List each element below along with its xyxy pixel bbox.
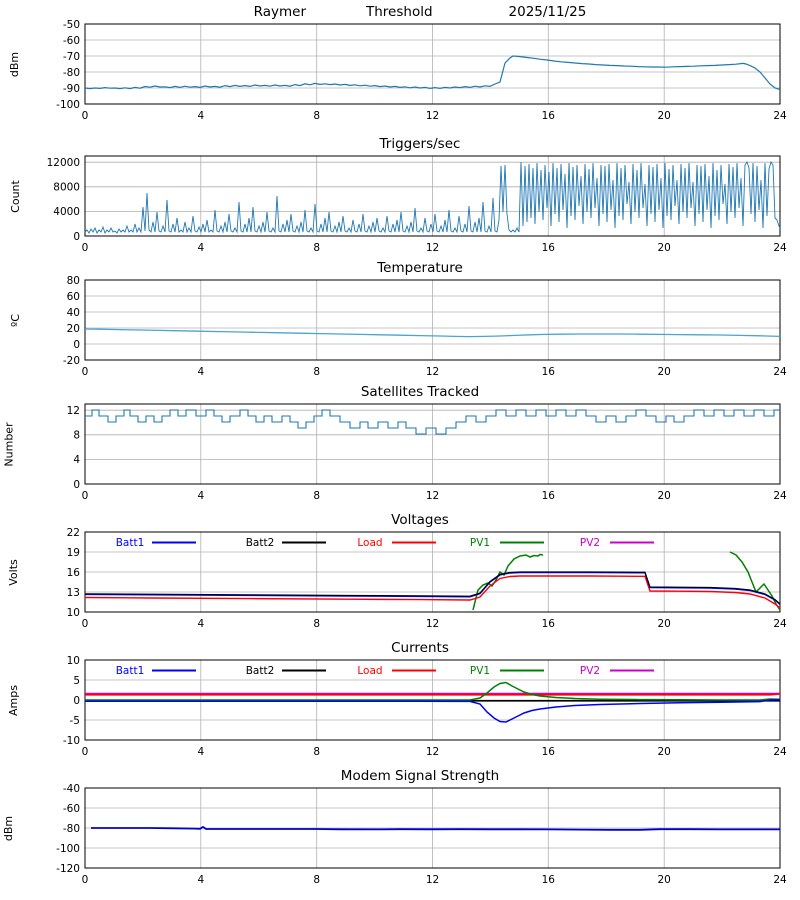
svg-text:-100: -100 — [56, 843, 80, 855]
panel-threshold — [0, 4, 800, 130]
title-modem-text: Modem Signal Strength — [340, 768, 500, 784]
svg-text:12: 12 — [425, 366, 440, 378]
svg-text:PV1: PV1 — [469, 537, 491, 549]
ylabel-modem — [0, 778, 18, 878]
svg-text:12: 12 — [66, 405, 80, 417]
svg-text:0: 0 — [81, 366, 89, 378]
svg-text:20: 20 — [657, 490, 671, 502]
svg-text:0: 0 — [81, 490, 89, 502]
svg-text:12: 12 — [425, 110, 440, 122]
svg-text:20: 20 — [66, 323, 80, 335]
svg-text:8: 8 — [313, 110, 321, 122]
plot-threshold — [0, 20, 800, 124]
svg-text:8: 8 — [313, 366, 321, 378]
voltages-legend — [116, 537, 654, 549]
ylabel-voltages — [4, 522, 22, 622]
svg-text:12: 12 — [425, 242, 440, 254]
svg-text:Batt2: Batt2 — [245, 537, 275, 549]
svg-text:4000: 4000 — [53, 206, 80, 218]
svg-text:24: 24 — [773, 242, 787, 254]
ylabel-voltages-text: Volts — [6, 558, 20, 586]
svg-text:4: 4 — [197, 110, 205, 122]
svg-text:19: 19 — [66, 547, 80, 559]
title-metric: Threshold — [366, 4, 433, 20]
svg-text:16: 16 — [541, 490, 555, 502]
svg-text:24: 24 — [773, 874, 787, 886]
svg-text:20: 20 — [657, 110, 671, 122]
temperature-svg — [0, 276, 800, 380]
svg-text:24: 24 — [773, 746, 787, 758]
ylabel-currents — [4, 650, 22, 750]
svg-text:10: 10 — [66, 656, 80, 667]
svg-text:0: 0 — [81, 110, 89, 122]
svg-text:8: 8 — [313, 242, 321, 254]
svg-text:PV2: PV2 — [579, 665, 601, 677]
svg-text:-60: -60 — [62, 35, 80, 47]
ylabel-temperature — [6, 270, 24, 370]
svg-text:-120: -120 — [56, 863, 80, 875]
ylabel-triggers — [6, 146, 24, 246]
svg-text:12: 12 — [425, 874, 440, 886]
svg-text:-20: -20 — [62, 355, 80, 367]
svg-text:4: 4 — [197, 490, 205, 502]
title-temperature-text: Temperature — [377, 260, 463, 276]
svg-text:-10: -10 — [62, 735, 80, 747]
svg-text:13: 13 — [66, 587, 80, 599]
panel-threshold-title — [0, 4, 800, 20]
svg-text:24: 24 — [773, 110, 787, 122]
plot-currents — [0, 656, 800, 760]
ylabel-modem-text: dBm — [2, 815, 16, 841]
svg-text:0: 0 — [81, 618, 89, 630]
title-currents-text: Currents — [391, 640, 449, 656]
svg-text:22: 22 — [66, 528, 80, 539]
plot-modem — [0, 784, 800, 888]
svg-text:16: 16 — [541, 366, 555, 378]
svg-text:0: 0 — [73, 695, 80, 707]
plot-satellites — [0, 400, 800, 504]
plot-triggers — [0, 152, 800, 256]
svg-text:12: 12 — [425, 490, 440, 502]
svg-text:60: 60 — [66, 291, 80, 303]
title-satellites-text: Satellites Tracked — [360, 384, 480, 400]
svg-text:-100: -100 — [56, 99, 80, 111]
svg-text:24: 24 — [773, 366, 787, 378]
svg-text:Batt1: Batt1 — [115, 537, 145, 549]
svg-text:40: 40 — [66, 307, 80, 319]
panel-temperature — [0, 260, 800, 386]
title-date: 2025/11/25 — [508, 4, 587, 20]
ylabel-triggers-text: Count — [8, 179, 22, 213]
svg-text:0: 0 — [81, 242, 89, 254]
svg-text:0: 0 — [73, 339, 80, 351]
svg-text:10: 10 — [66, 607, 80, 619]
triggers-svg — [0, 152, 800, 256]
svg-text:5: 5 — [73, 675, 80, 687]
title-site: Raymer — [253, 4, 306, 20]
svg-text:0: 0 — [73, 231, 80, 243]
svg-text:20: 20 — [657, 618, 671, 630]
panel-temperature-title — [0, 260, 800, 276]
svg-text:24: 24 — [773, 490, 787, 502]
ylabel-threshold — [6, 14, 24, 114]
panel-currents-title — [0, 640, 800, 656]
ylabel-temperature-text: ºC — [8, 313, 22, 327]
svg-text:4: 4 — [197, 366, 205, 378]
svg-text:4: 4 — [73, 454, 80, 466]
svg-text:24: 24 — [773, 618, 787, 630]
svg-text:20: 20 — [657, 746, 671, 758]
panel-modem — [0, 768, 800, 894]
svg-text:8: 8 — [313, 490, 321, 502]
svg-text:16: 16 — [66, 567, 80, 579]
ylabel-threshold-text: dBm — [8, 51, 22, 77]
svg-text:16: 16 — [541, 618, 555, 630]
title-voltages-text: Voltages — [391, 512, 449, 528]
svg-text:80: 80 — [66, 276, 80, 287]
svg-text:-60: -60 — [62, 803, 80, 815]
panel-voltages-title — [0, 512, 800, 528]
satellites-svg — [0, 400, 800, 504]
svg-text:12000: 12000 — [46, 157, 80, 169]
svg-text:-80: -80 — [62, 823, 80, 835]
ylabel-satellites-text: Number — [2, 421, 16, 467]
svg-text:20: 20 — [657, 874, 671, 886]
svg-text:20: 20 — [657, 242, 671, 254]
svg-text:4: 4 — [197, 242, 205, 254]
ylabel-satellites — [0, 394, 18, 494]
svg-text:4: 4 — [197, 746, 205, 758]
svg-text:Load: Load — [357, 537, 383, 549]
svg-text:-80: -80 — [62, 67, 80, 79]
svg-text:-70: -70 — [62, 51, 80, 63]
panel-satellites — [0, 384, 800, 510]
svg-text:0: 0 — [81, 746, 89, 758]
svg-text:16: 16 — [541, 746, 555, 758]
svg-text:0: 0 — [81, 874, 89, 886]
svg-text:20: 20 — [657, 366, 671, 378]
svg-text:12: 12 — [425, 746, 440, 758]
svg-text:-5: -5 — [69, 715, 80, 727]
svg-text:8: 8 — [313, 746, 321, 758]
svg-text:4: 4 — [197, 874, 205, 886]
ylabel-currents-text: Amps — [6, 684, 20, 716]
plot-voltages — [0, 528, 800, 632]
svg-text:12: 12 — [425, 618, 440, 630]
svg-text:0: 0 — [73, 479, 80, 491]
threshold-svg — [0, 20, 800, 124]
panel-currents — [0, 640, 800, 766]
currents-legend — [116, 665, 654, 677]
svg-text:8: 8 — [73, 429, 80, 442]
panel-voltages — [0, 512, 800, 638]
svg-text:Batt1: Batt1 — [115, 665, 145, 677]
panel-modem-title — [0, 768, 800, 784]
svg-text:16: 16 — [541, 110, 555, 122]
panel-satellites-title — [0, 384, 800, 400]
panel-triggers — [0, 136, 800, 262]
svg-text:Load: Load — [357, 665, 383, 677]
svg-text:8000: 8000 — [53, 181, 80, 194]
svg-text:Batt2: Batt2 — [245, 665, 275, 677]
title-triggers-text: Triggers/sec — [379, 136, 461, 152]
svg-text:16: 16 — [541, 242, 555, 254]
svg-text:-90: -90 — [62, 83, 80, 95]
svg-text:PV2: PV2 — [579, 537, 601, 549]
modem-svg — [0, 784, 800, 888]
plot-temperature — [0, 276, 800, 380]
voltages-svg — [0, 528, 800, 632]
svg-text:4: 4 — [197, 618, 205, 630]
svg-text:8: 8 — [313, 618, 321, 630]
panel-triggers-title — [0, 136, 800, 152]
svg-text:16: 16 — [541, 874, 555, 886]
svg-text:-50: -50 — [62, 20, 80, 31]
svg-text:8: 8 — [313, 874, 321, 886]
svg-text:PV1: PV1 — [469, 665, 491, 677]
svg-text:-40: -40 — [62, 784, 80, 795]
currents-svg — [0, 656, 800, 760]
